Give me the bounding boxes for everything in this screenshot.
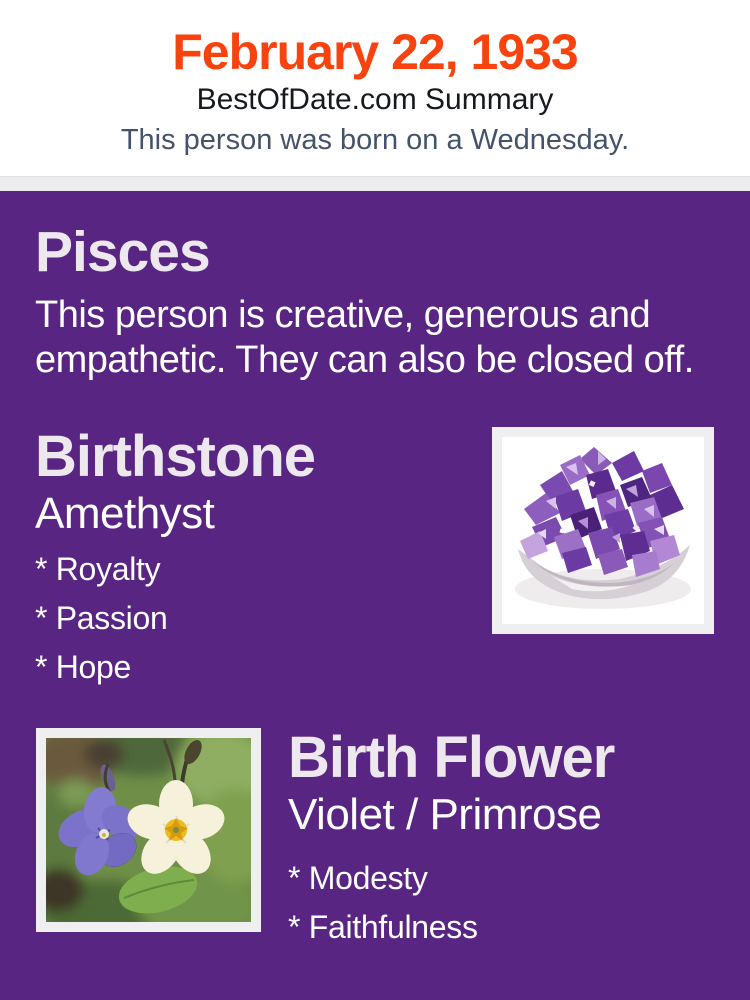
birthstone-traits <box>35 552 315 686</box>
amethyst-photo <box>492 427 714 634</box>
birth-flower-traits <box>288 861 614 945</box>
zodiac-description: This person is creative, generous and empathetic. They can also be closed off. <box>35 293 694 381</box>
divider-bar <box>0 176 750 191</box>
birth-flower-section <box>0 724 750 960</box>
weekday-note: This person was born on a Wednesday. <box>120 123 630 156</box>
birth-flower-trait: * Faithfulness <box>288 909 478 946</box>
birthstone-section <box>0 423 750 700</box>
birthstone-name: Amethyst <box>35 489 215 539</box>
amethyst-photo-art <box>502 437 704 624</box>
flower-photo-art <box>46 738 251 922</box>
birthstone-text <box>35 423 315 700</box>
birth-flower-name: Violet / Primrose <box>288 790 602 840</box>
birthstone-trait: * Royalty <box>35 550 161 587</box>
birthstone-trait: * Passion <box>35 600 168 637</box>
site-summary: BestOfDate.com Summary <box>196 83 554 116</box>
birth-flower-trait: * Modesty <box>288 860 428 897</box>
birth-flower-text <box>288 724 615 960</box>
birth-flower-title: Birth Flower <box>288 724 615 790</box>
birthstone-title: Birthstone <box>35 423 315 489</box>
main-section <box>0 191 750 1000</box>
header <box>0 0 750 176</box>
flower-photo <box>36 728 261 932</box>
date-title: February 22, 1933 <box>172 24 578 80</box>
zodiac-title: Pisces <box>35 220 210 284</box>
birthstone-trait: * Hope <box>35 649 132 686</box>
